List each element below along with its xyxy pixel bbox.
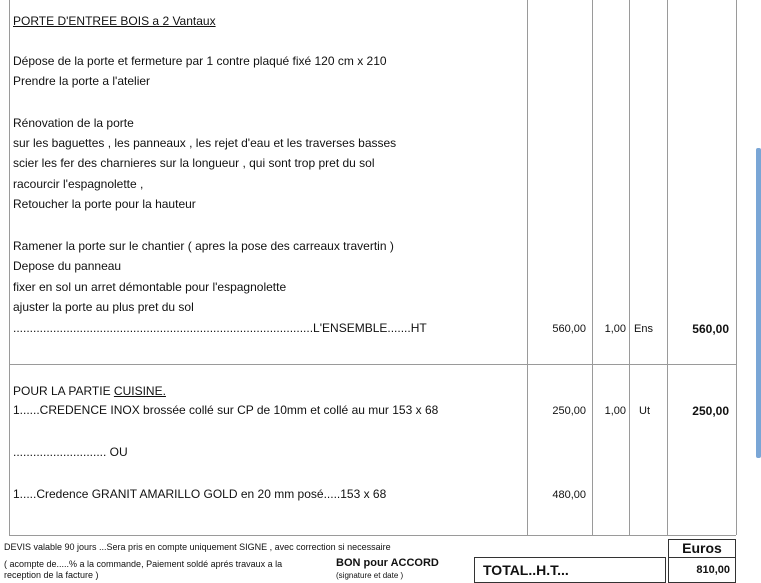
bon-pour-accord: BON pour ACCORD — [336, 557, 439, 569]
total-value: 810,00 — [696, 564, 730, 576]
column-divider — [667, 0, 668, 535]
column-divider — [592, 0, 593, 535]
section-title-porte: PORTE D'ENTREE BOIS a 2 Vantaux — [13, 14, 216, 28]
description-line: sur les baguettes , les panneaux , les rejet d'eau et les traverses basses — [13, 136, 397, 150]
description-line: fixer en sol un arret démontable pour l'espagnolette — [13, 280, 287, 294]
section-title-cuisine — [13, 384, 166, 398]
column-divider — [527, 0, 528, 535]
line-total: 250,00 — [692, 404, 729, 418]
euros-header-box — [668, 539, 736, 558]
devis-validity: DEVIS valable 90 jours ...Sera pris en compte uniquement SIGNE , avec correction si necessaire — [4, 542, 391, 552]
unit: Ut — [639, 405, 650, 417]
line-total: 560,00 — [692, 322, 729, 336]
acompte-text: ( acompte de.....% a la commande, Paiement soldé aprés travaux a la — [4, 559, 283, 569]
row-divider — [9, 364, 736, 365]
cuisine-word: CUISINE. — [113, 384, 166, 398]
total-value-box — [668, 557, 736, 583]
reception-text: reception de la facture ) — [4, 570, 99, 580]
ou-line: ............................ OU — [13, 445, 128, 459]
description-line: Rénovation de la porte — [13, 116, 134, 130]
unit-price: 560,00 — [552, 323, 586, 335]
total-ht-box — [474, 557, 666, 583]
credence-inox-line: 1......CREDENCE INOX brossée collé sur CP de 10mm et collé au mur 153 x 68 — [13, 403, 439, 417]
description-line: scier les fer des charnieres sur la longueur , qui sont trop pret du sol — [13, 156, 375, 170]
unit-price: 480,00 — [552, 489, 586, 501]
ensemble-line: ..........................................................................................L'ENSEMBLE.......HT — [13, 321, 427, 335]
signature-label: (signature et date ) — [336, 571, 404, 580]
description-line: Depose du panneau — [13, 259, 122, 273]
unit: Ens — [634, 323, 653, 335]
description-line: racourcir l'espagnolette , — [13, 177, 144, 191]
description-line: Dépose de la porte et fermeture par 1 contre plaqué fixé 120 cm x 210 — [13, 54, 387, 68]
description-line: ajuster la porte au plus pret du sol — [13, 300, 194, 314]
column-divider — [736, 0, 737, 535]
cuisine-prefix: POUR LA PARTIE — [13, 384, 114, 398]
credence-granit-line: 1.....Credence GRANIT AMARILLO GOLD en 20 mm posé.....153 x 68 — [13, 487, 387, 501]
scrollbar[interactable] — [756, 148, 761, 458]
column-divider — [629, 0, 630, 535]
description-line: Retoucher la porte pour la hauteur — [13, 197, 196, 211]
quantity: 1,00 — [604, 323, 626, 335]
description-line: Ramener la porte sur le chantier ( apres la pose des carreaux travertin ) — [13, 239, 394, 253]
description-line: Prendre la porte a l'atelier — [13, 74, 151, 88]
quantity: 1,00 — [604, 405, 626, 417]
unit-price: 250,00 — [552, 405, 586, 417]
euros-label: Euros — [682, 540, 722, 556]
total-ht-label: TOTAL..H.T... — [483, 562, 569, 578]
column-divider — [9, 0, 10, 535]
row-divider — [9, 535, 736, 536]
